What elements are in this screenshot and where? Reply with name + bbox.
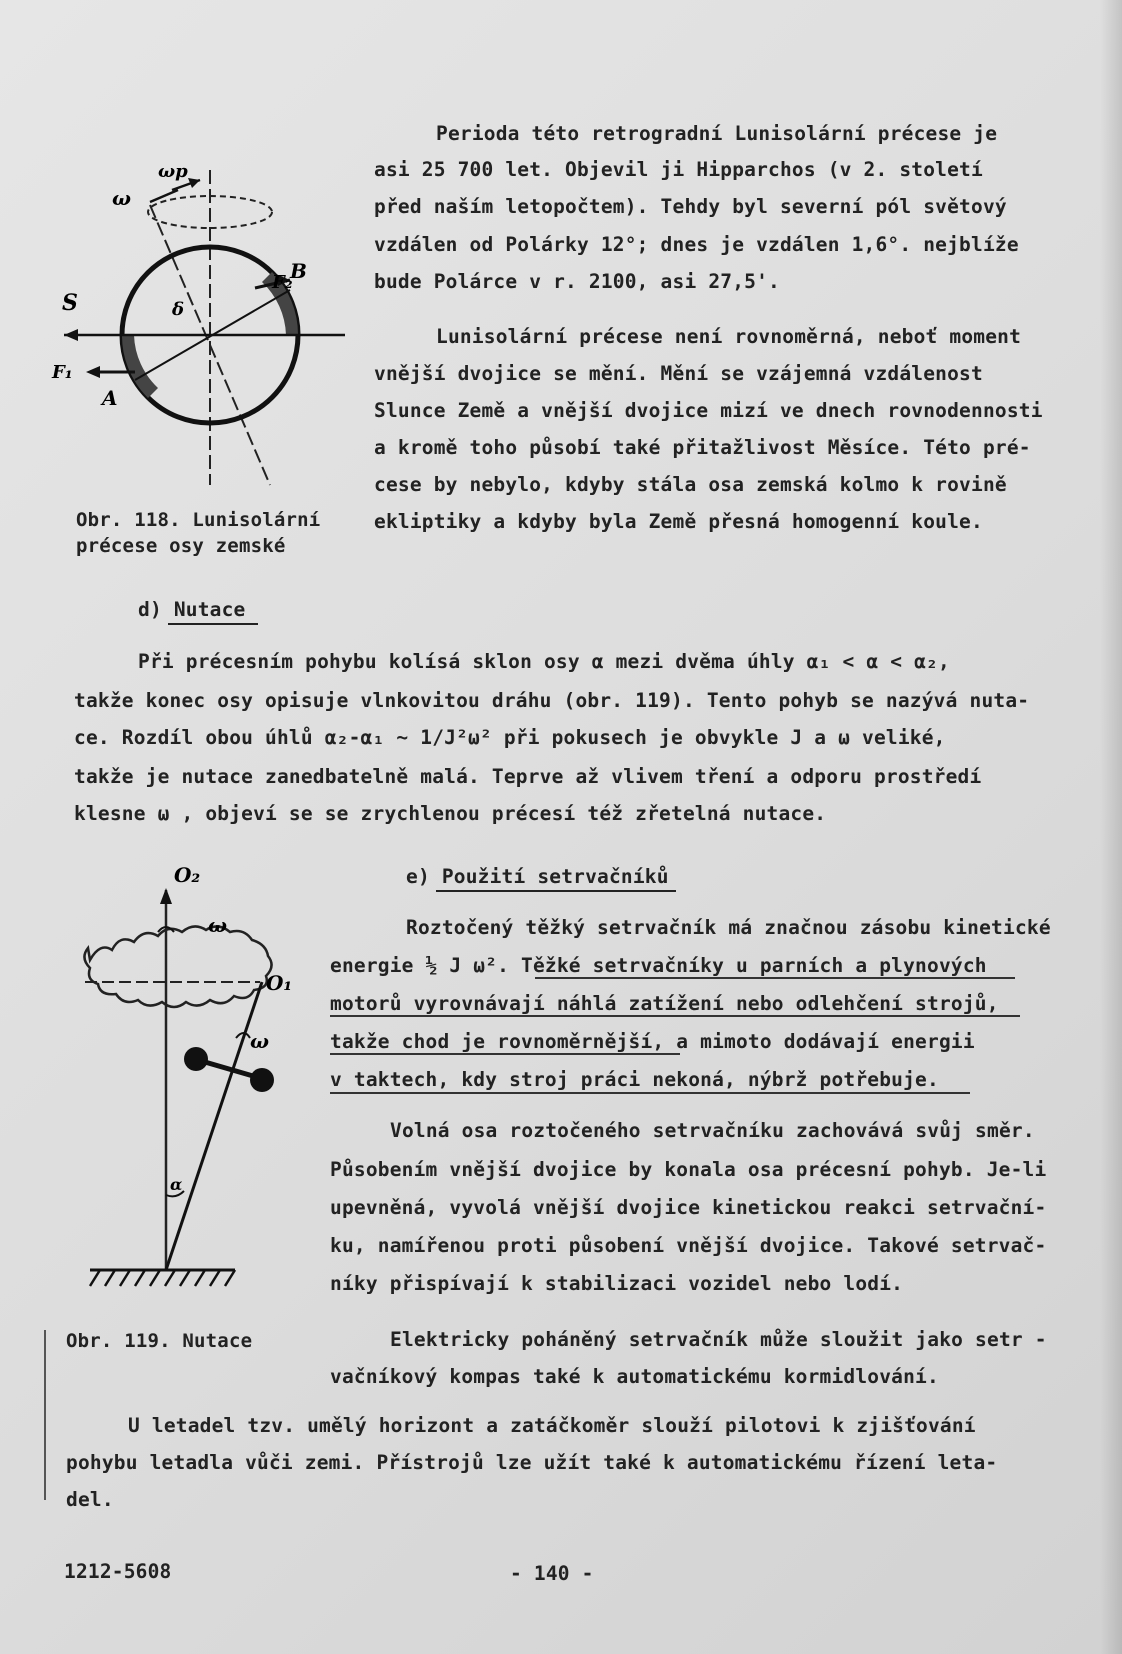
handwritten-underline [330,1015,1020,1017]
text-line: před naším letopočtem). Tehdy byl severní pól světový [374,195,1007,218]
figure-caption: précese osy zemské [76,535,286,557]
text-line: ku, namířenou proti působení vnější dvojice. Takové setrvač- [330,1234,1047,1257]
section-heading: d) Nutace [138,598,246,621]
text-line: níky přispívají k stabilizaci vozidel nebo lodí. [330,1272,904,1295]
text-line: Při précesním pohybu kolísá sklon osy α mezi dvěma úhly α₁ < α < α₂, [138,650,950,673]
fig119-label-omega-top: ω [208,913,228,937]
margin-mark [44,1330,46,1500]
text-line: Volná osa roztočeného setrvačníku zachovává svůj směr. [390,1119,1035,1142]
text-line: a kromě toho působí také přitažlivost Měsíce. Této pré- [374,436,1031,459]
text-line: bude Polárce v r. 2100, asi 27,5'. [374,270,780,293]
text-line: pohybu letadla vůči zemi. Přístrojů lze užít také k automatickému řízení leta- [66,1451,998,1474]
fig119-label-alpha: α [170,1175,183,1194]
text-line: ekliptiky a kdyby byla Země přesná homogenní koule. [374,510,983,533]
text-line: Perioda této retrogradní Lunisolární précese je [436,122,998,145]
text-line: del. [66,1488,114,1511]
handwritten-underline [330,1053,680,1055]
text-line: vnější dvojice se mění. Mění se vzájemná vzdálenost [374,362,983,385]
fig118-label-a: A [102,386,118,410]
text-line: asi 25 700 let. Objevil ji Hipparchos (v 2. století [374,158,983,181]
text-line: motorů vyrovnávají náhlá zatížení nebo odlehčení strojů, [330,992,999,1015]
handwritten-underline [535,977,1015,979]
text-line: U letadel tzv. umělý horizont a zatáčkoměr slouží pilotovi k zjišťování [128,1414,976,1437]
text-line: klesne ω , objeví se se zrychlenou précesí též zřetelná nutace. [74,802,827,825]
document-code: 1212-5608 [64,1560,172,1583]
fig118-label-b: B [290,259,307,283]
text-line: Lunisolární précese není rovnoměrná, neboť moment [436,325,1022,348]
figure-caption: Obr. 119. Nutace [66,1330,253,1352]
text-line: Působením vnější dvojice by konala osa précesní pohyb. Je-li [330,1158,1047,1181]
page-edge-shadow [1100,0,1122,1654]
section-heading: e) Použití setrvačníků [406,865,669,888]
text-line: ce. Rozdíl obou úhlů α₂-α₁ ~ 1/J²ω² při pokusech je obvykle J a ω veliké, [74,726,946,749]
figure-118-diagram [50,150,360,495]
text-line: v taktech, kdy stroj práci nekoná, nýbrž potřebuje. [330,1068,939,1091]
text-line: vzdálen od Polárky 12°; dnes je vzdálen 1,6°. nejblíže [374,233,1019,256]
text-line: upevněná, vyvolá vnější dvojice kinetickou reakci setrvační- [330,1196,1047,1219]
fig119-label-omega-axis: ω [250,1029,270,1053]
page-number: - 140 - [510,1562,594,1585]
fig118-label-f2: F₂ [272,272,293,293]
fig118-label-s: S [62,290,78,316]
text-line: takže je nutace zanedbatelně malá. Teprve až vlivem tření a odporu prostředí [74,765,982,788]
figure-119-diagram [70,860,340,1305]
fig119-label-o2: O₂ [174,863,201,887]
fig118-label-delta: δ [172,299,185,320]
text-line: Elektricky poháněný setrvačník může sloužit jako setr - [390,1328,1047,1351]
text-line: energie ½ J ω². Těžké setrvačníky u parních a plynových [330,954,987,977]
heading-underline [436,890,676,892]
heading-underline [168,623,258,625]
handwritten-underline [330,1092,970,1094]
text-line: Slunce Země a vnější dvojice mizí ve dnech rovnodennosti [374,399,1043,422]
fig118-label-omega: ω [112,186,132,210]
figure-caption: Obr. 118. Lunisolární [76,509,321,531]
fig118-label-omega-p: ωp [158,161,188,182]
fig119-label-o1: O₁ [266,971,293,995]
text-line: vačníkový kompas také k automatickému kormidlování. [330,1365,939,1388]
text-line: takže chod je rovnoměrnější, a mimoto dodávají energii [330,1030,975,1053]
fig118-label-f1: F₁ [52,362,73,383]
text-line: Roztočený těžký setrvačník má značnou zásobu kinetické [406,916,1051,939]
text-line: cese by nebylo, kdyby stála osa zemská kolmo k rovině [374,473,1007,496]
text-line: takže konec osy opisuje vlnkovitou dráhu (obr. 119). Tento pohyb se nazývá nuta- [74,689,1030,712]
